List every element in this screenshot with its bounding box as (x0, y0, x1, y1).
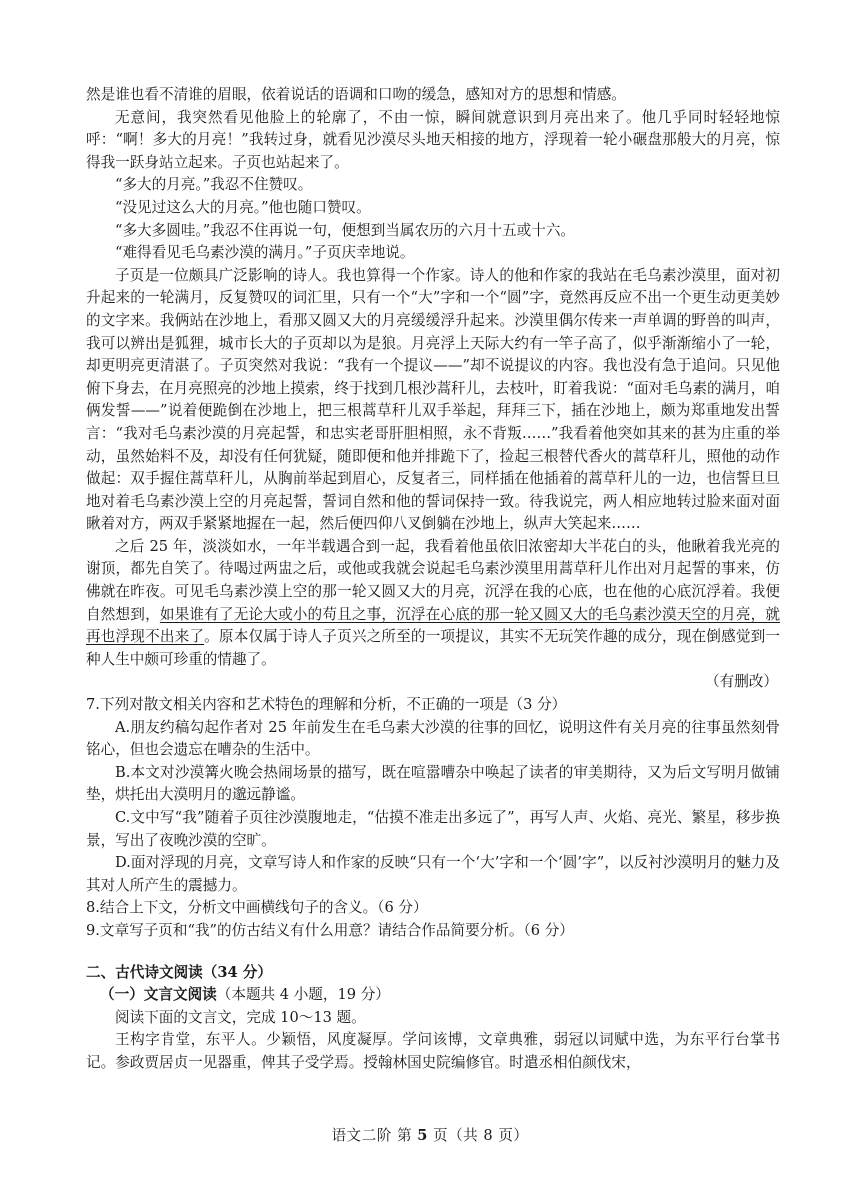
question-7-option-c: C.文中写“我”随着子页往沙漠腹地走，“估摸不准走出多远了”，再写人声、火焰、亮光、繁星，移步换景，写出了夜晚沙漠的空旷。 (86, 809, 780, 849)
question-7-option-d: D.面对浮现的月亮，文章写诗人和作家的反映“只有一个‘大’字和一个‘圆’字”，以反衬沙漠明月的魅力及其对人所产生的震撼力。 (86, 854, 780, 894)
source-note: （有删改） (705, 673, 778, 691)
dialogue-line: “没见过这么大的月亮。”他也随口赞叹。 (115, 198, 371, 216)
question-7-stem: 7.下列对散文相关内容和艺术特色的理解和分析，不正确的一项是（3 分） (86, 696, 567, 714)
section-gap (86, 943, 780, 962)
subsection-note: （本题共 4 小题，19 分） (216, 986, 390, 1004)
underlined-sentence: 如果谁有了无论大或小的苟且之事，沉浮在心底的那一轮又圆又大的毛乌素沙漠天空的月亮，就再也浮现不出来了 (86, 605, 780, 646)
passage-text: 。原本仅属于诗人子页兴之所至的一项提议，其实不无玩笑作趣的成分，现在倒感觉到一种人生中颇可珍重的情趣了。 (86, 628, 780, 668)
dialogue-line: “多大多圆哇。”我忍不住再说一句，便想到当属农历的六月十五或十六。 (115, 221, 576, 239)
passage-paragraph: 无意间，我突然看见他脸上的轮廓了，不由一惊，瞬间就意识到月亮出来了。他几乎同时轻轻地惊呼：“啊！多大的月亮！”我转过身，就看见沙漠尽头地天相接的地方，浮现着一轮小碾盘那般大的月亮，惊得我一跃身站立起来。子页也站起来了。 (86, 108, 780, 171)
passage-paragraph: 然是谁也看不清谁的眉眼，依着说话的语调和口吻的缓急，感知对方的思想和情感。 (86, 86, 626, 103)
question-7-option-b: B.本文对沙漠篝火晚会热闹场景的描写，既在喧嚣嘈杂中唤起了读者的审美期待，又为后文写明月做铺垫，烘托出大漠明月的邈远静谧。 (86, 763, 780, 804)
footer-prefix: 语文二阶 第 (331, 1127, 418, 1144)
subsection-heading: （一）文言文阅读 (100, 986, 217, 1004)
passage-text: 之后 25 年，淡淡如水，一年半载遇合到一起，我看着他虽依旧浓密却大半花白的头，他瞅着我光亮的谢顶，都先自笑了。待喝过两盅之后，或他或我就会说起毛乌素沙漠里用蒿草秆儿作出对月起誓的事来，仿佛就在昨夜。可见毛乌素沙漠上空的那一轮又圆又大的月亮，沉浮在我的心底，也在他的心底沉浮着。我便自然想到， (86, 537, 780, 623)
exam-page (86, 84, 780, 1075)
classical-text: 王构字肯堂，东平人。少颖悟，风度凝厚。学问该博，文章典雅，弱冠以词赋中选，为东平行台掌书记。参政贾居贞一见器重，俾其子受学焉。授翰林国史院编修官。时遣丞相伯颜伐宋， (86, 1031, 780, 1071)
page-number: 5 (417, 1127, 428, 1144)
question-9: 9.文章写子页和“我”的仿古结义有什么用意？请结合作品简要分析。（6 分） (86, 921, 574, 939)
dialogue-line: “多大的月亮。”我忍不住赞叹。 (115, 176, 313, 194)
question-7-option-a: A.朋友约稿勾起作者对 25 年前发生在毛乌素大沙漠的往事的回忆，说明这件有关月亮的往事虽然刻骨铭心，但也会遗忘在嘈杂的生活中。 (86, 718, 780, 759)
passage-paragraph (86, 536, 780, 672)
reading-instruction: 阅读下面的文言文，完成 10～13 题。 (115, 1008, 366, 1026)
page-footer (0, 1124, 860, 1145)
passage-paragraph: 子页是一位颇具广泛影响的诗人。我也算得一个作家。诗人的他和作家的我站在毛乌素沙漠里，面对初升起来的一轮满月，反复赞叹的词汇里，只有一个“大”字和一个“圆”字，竟然再反应不出一个更生动更美妙的文字来。我俩站在沙地上，看那又圆又大的月亮缓缓浮升起来。沙漠里偶尔传来一声单调的野兽的叫声，我可以辨出是狐狸，城市长大的子页却以为是狼。月亮浮上天际大约有一竿子高了，似乎渐渐缩小了一轮，却更明亮更清湛了。子页突然对我说：“我有一个提议——”却不说提议的内容。我也没有急于追问。只见他俯下身去，在月亮照亮的沙地上摸索，终于找到几根沙蒿秆儿，去枝叶，盯着我说：“面对毛乌素的满月，咱俩发誓——”说着便跪倒在沙地上，把三根蒿草秆儿双手举起，拜拜三下，插在沙地上，颇为郑重地发出誓言：“我对毛乌素沙漠的月亮起誓，和忠实老哥肝胆相照，永不背叛……”我看着他突如其来的甚为庄重的举动，虽然始料不及，却没有任何犹疑，随即便和他并排跪下了，捡起三根替代香火的蒿草秆儿，照他的动作做起：双手握住蒿草秆儿，从胸前举起到眉心，反复者三，同样插在他插着的蒿草秆儿的一边，也信誓旦旦地对着毛乌素沙漠上空的月亮起誓，誓词自然和他的誓词保持一致。待我说完，两人相应地转过脸来面对面瞅着对方，两双手紧紧地握在一起，然后便四仰八叉倒躺在沙地上，纵声大笑起来…… (86, 266, 780, 533)
question-8: 8.结合上下文，分析文中画横线句子的含义。（6 分） (86, 899, 428, 917)
subsection-title (86, 984, 780, 1007)
footer-suffix: 页（共 8 页） (427, 1127, 529, 1144)
dialogue-line: “难得看见毛乌素沙漠的满月。”子页庆幸地说。 (115, 244, 415, 262)
section-title: 二、古代诗文阅读（34 分） (86, 963, 272, 981)
